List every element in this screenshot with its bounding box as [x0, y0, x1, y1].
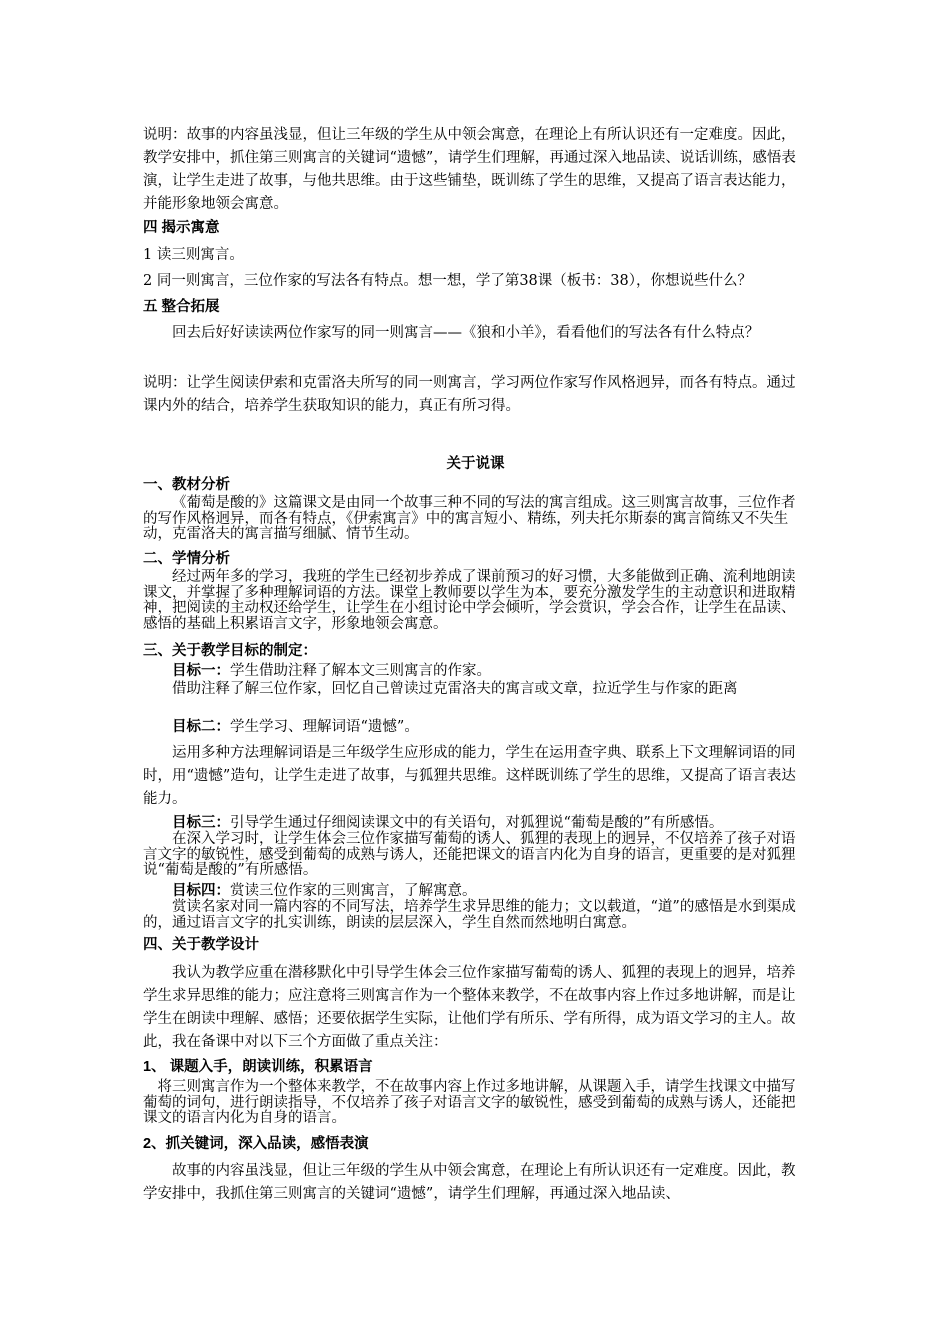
goal-two-line [143, 715, 808, 739]
key-words-paragraph: 故事的内容虽浅显，但让三年级的学生从中领会寓意，在理论上有所认识还有一定难度。因此，教学安排中，我抓住第三则寓言的关键词“遗憾”，请学生们理解，再通过深入地品读、 [143, 1163, 796, 1202]
note-paragraph-1: 说明：故事的内容虽浅显，但让三年级的学生从中领会寓意，在理论上有所认识还有一定难度。因此，教学安排中，抓住第三则寓言的关键词“遗憾”，请学生们理解，再通过深入地品读、说话训练，感悟表演，让学生走进了故事，与他共思维。由于这些铺垫，既训练了学生的思维，又提高了语言表达能力，并能形象地领会寓意。 [143, 127, 796, 212]
goal-four-label: 目标四： [172, 882, 230, 899]
goal-one-label: 目标一： [172, 662, 230, 679]
goal-two-label: 目标二： [172, 718, 230, 735]
heading-material-analysis: 一、教材分析 [143, 477, 230, 493]
goal-two-paragraph: 运用多种方法理解词语是三年级学生应形成的能力，学生在运用查字典、联系上下文理解词语的同时，用“遗憾”造句，让学生走进了故事，与狐狸共思维。这样既训练了学生的思维，又提高了语言表达能力。 [143, 745, 796, 807]
section-title: 关于说课 [446, 456, 505, 472]
note-paragraph-2: 说明：让学生阅读伊索和克雷洛夫所写的同一则寓言，学习两位作家写作风格迥异，而各有特点。通过课内外的结合，培养学生获取知识的能力，真正有所习得。 [143, 375, 796, 414]
goal-one-text: 学生借助注释了解本文三则寓言的作家。 [230, 663, 491, 679]
goal-one-line [143, 663, 808, 680]
student-analysis-paragraph: 经过两年多的学习，我班的学生已经初步养成了课前预习的好习惯，大多能做到正确、流利地朗读课文，并掌握了多种理解词语的方法。课堂上教师要以学生为本，要充分激发学生的主动意识和进取精神，把阅读的主动权还给学生，让学生在小组讨论中学会倾听，学会赏识，学会合作，让学生在品读、感悟的基础上积累语言文字，形象地领会寓意。 [143, 569, 796, 632]
goal-one-paragraph: 借助注释了解三位作家，回忆自己曾读过克雷洛夫的寓言或文章，拉近学生与作家的距离 [172, 681, 738, 697]
teaching-design-paragraph: 我认为教学应重在潜移默化中引导学生体会三位作家描写葡萄的诱人、狐狸的表现上的迥异，培养学生求异思维的能力；应注意将三则寓言作为一个整体来教学，不在故事内容上作过多地讲解，而是让学生在朗读中理解、感悟；还要依据学生实际，让他们学有所乐、学有所得，成为语文学习的主人。故此，我在备课中对以下三个方面做了重点关注： [143, 965, 796, 1050]
material-analysis-paragraph: 《葡萄是酸的》这篇课文是由同一个故事三种不同的写法的寓言组成。这三则寓言故事，三位作者的写作风格迥异，而各有特点，《伊索寓言》中的寓言短小、精练，列夫托尔斯泰的寓言简练又不失生动，克雷洛夫的寓言描写细腻、情节生动。 [143, 495, 796, 542]
subheading-key-words: 2、抓关键词，深入品读，感悟表演 [143, 1136, 369, 1152]
extension-paragraph: 回去后好好读读两位作家写的同一则寓言——《狼和小羊》，看看他们的写法各有什么特点？ [172, 325, 760, 341]
heading-extension: 五 整合拓展 [143, 299, 220, 315]
subheading-title-reading: 1、 课题入手，朗读训练，积累语言 [143, 1059, 373, 1075]
heading-reveal-meaning: 四 揭示寓意 [143, 220, 220, 236]
step-read-fables: 1 读三则寓言。 [143, 247, 244, 263]
step-compare-styles: 2 同一则寓言，三位作家的写法各有特点。想一想，学了第38课（板书：38），你想说些什么？ [143, 273, 752, 289]
goal-three-label: 目标三： [172, 814, 230, 831]
goal-four-line [143, 883, 808, 900]
heading-student-analysis: 二、学情分析 [143, 551, 230, 567]
goal-two-text: 学生学习、理解词语“遗憾”。 [230, 719, 419, 735]
goal-three-line [143, 815, 808, 832]
title-reading-paragraph: 将三则寓言作为一个整体来教学，不在故事内容上作过多地讲解，从课题入手，请学生找课文中描写葡萄的词句，进行朗读指导，不仅培养了孩子对语言文字的敏锐性，感受到葡萄的成熟与诱人，还能把课文的语言内化为自身的语言。 [143, 1079, 796, 1126]
goal-four-paragraph: 赏读名家对同一篇内容的不同写法，培养学生求异思维的能力；文以载道，“道”的感悟是水到渠成的，通过语言文字的扎实训练，朗读的层层深入，学生自然而然地明白寓意。 [143, 899, 796, 931]
heading-teaching-goals: 三、关于教学目标的制定： [143, 643, 317, 659]
heading-teaching-design: 四、关于教学设计 [143, 937, 259, 953]
goal-four-text: 赏读三位作家的三则寓言，了解寓意。 [230, 883, 477, 899]
goal-three-paragraph: 在深入学习时，让学生体会三位作家描写葡萄的诱人、狐狸的表现上的迥异，不仅培养了孩子对语言文字的敏锐性，感受到葡萄的成熟与诱人，还能把课文的语言内化为自身的语言，更重要的是对狐狸说“葡萄是酸的”有所感悟。 [143, 831, 796, 878]
goal-three-text: 引导学生通过仔细阅读课文中的有关语句，对狐狸说“葡萄是酸的”有所感悟。 [230, 815, 724, 831]
